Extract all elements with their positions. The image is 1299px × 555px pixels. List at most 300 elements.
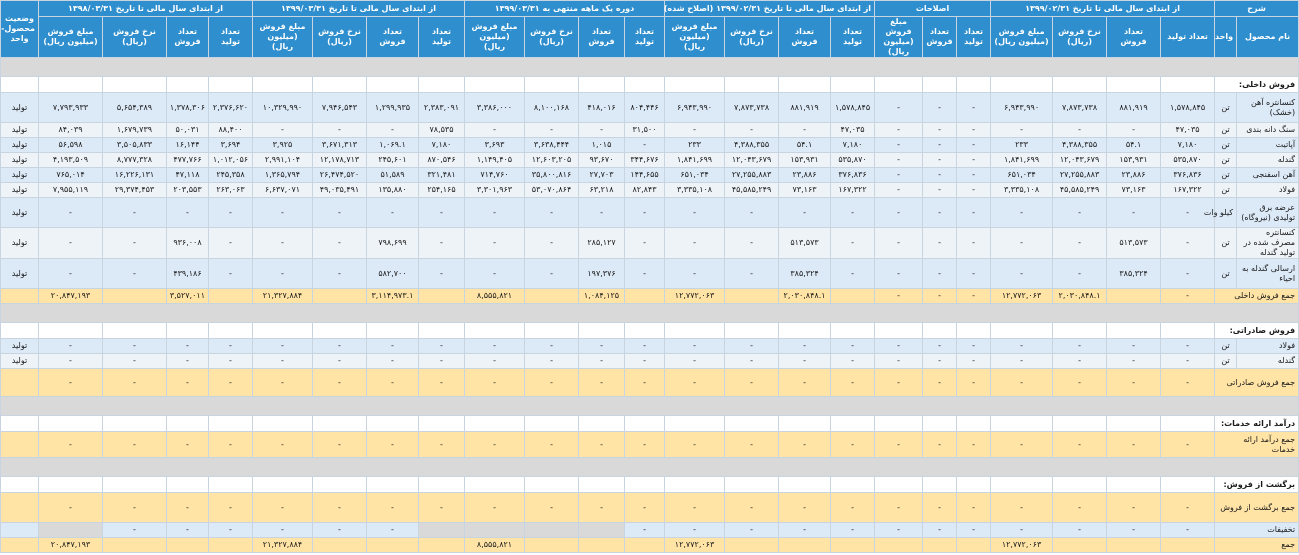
table-row [1, 93, 1299, 123]
empty-cell [1161, 477, 1215, 493]
column-header-19: نرخ فروش (ریال) [313, 17, 367, 58]
column-header-0: نام محصول [1237, 17, 1299, 58]
value-cell: ۶۵۱,۰۳۴ [665, 168, 725, 183]
total-cell: - [313, 493, 367, 523]
value-cell: - [957, 153, 991, 168]
value-cell: - [665, 523, 725, 538]
value-cell: ۶۳,۲۱۸ [579, 183, 625, 198]
section-returns-label: برگشت از فروش: [1215, 477, 1299, 493]
table-row [1, 168, 1299, 183]
total-row-returns-label: جمع برگشت از فروش [1215, 493, 1299, 523]
value-cell: - [103, 198, 167, 228]
value-cell: - [167, 339, 209, 354]
section-export [1, 323, 1299, 339]
value-cell: - [957, 138, 991, 153]
empty-cell [1053, 77, 1107, 93]
empty-cell [103, 323, 167, 339]
section-band [1, 397, 1299, 416]
column-header-10: تعداد فروش [779, 17, 831, 58]
value-cell: ۲۶۳,۰۶۳ [209, 183, 253, 198]
value-cell: - [367, 123, 419, 138]
value-cell: - [875, 259, 923, 289]
grand-total-cell [367, 538, 419, 553]
total-cell: - [625, 432, 665, 458]
total-cell: - [465, 369, 525, 397]
total-cell: - [1161, 289, 1215, 304]
value-cell: - [525, 198, 579, 228]
value-cell: ۵۴.۱ [779, 138, 831, 153]
value-cell: ۷,۱۸۰ [831, 138, 875, 153]
total-cell [209, 289, 253, 304]
total-cell: - [39, 432, 103, 458]
value-cell: ۴۱۸,۰۱۶ [579, 93, 625, 123]
value-cell: - [625, 259, 665, 289]
value-cell: ۱,۵۷۸,۸۴۵ [831, 93, 875, 123]
status-cell: تولید [1, 123, 39, 138]
total-row-services-label: جمع درآمد ارائه خدمات [1215, 432, 1299, 458]
total-cell: - [209, 432, 253, 458]
total-cell: - [167, 369, 209, 397]
total-cell: - [1107, 432, 1161, 458]
value-cell: - [991, 228, 1053, 259]
total-cell: - [209, 493, 253, 523]
band-cell [1, 458, 1299, 477]
column-header-3: تعداد فروش [1107, 17, 1161, 58]
value-cell: - [419, 259, 465, 289]
total-cell [625, 289, 665, 304]
total-cell: ۱,۰۸۴,۱۲۵ [579, 289, 625, 304]
value-cell: - [957, 123, 991, 138]
table-row [1, 228, 1299, 259]
value-cell: - [665, 123, 725, 138]
value-cell: - [957, 168, 991, 183]
product-name: فولاد [1237, 339, 1299, 354]
value-cell: ۳۸۵,۳۲۴ [779, 259, 831, 289]
total-cell: ۲۰,۸۴۷,۱۹۳ [39, 289, 103, 304]
empty-cell [875, 416, 923, 432]
total-cell: - [779, 432, 831, 458]
value-cell: ۴۷,۰۳۵ [1161, 123, 1215, 138]
product-name: عرضه برق تولیدی (نیروگاه) [1237, 198, 1299, 228]
value-cell: ۱۶,۲۲۶,۱۳۱ [103, 168, 167, 183]
value-cell: ۱,۰۶۹.۱ [367, 138, 419, 153]
empty-cell [779, 323, 831, 339]
value-cell: ۳۷۶,۸۳۶ [1161, 168, 1215, 183]
value-cell: - [923, 198, 957, 228]
total-cell: - [103, 493, 167, 523]
total-cell: - [313, 369, 367, 397]
empty-cell [1107, 77, 1161, 93]
value-cell: - [253, 228, 313, 259]
section-services-label: درآمد ارائه خدمات: [1215, 416, 1299, 432]
value-cell: - [419, 339, 465, 354]
grand-total-cell [209, 538, 253, 553]
total-cell: - [1107, 369, 1161, 397]
band-cell [1, 304, 1299, 323]
table-row [1, 123, 1299, 138]
section-export-label: فروش صادراتی: [1215, 323, 1299, 339]
value-cell: - [957, 354, 991, 369]
total-cell [419, 289, 465, 304]
value-cell: - [419, 228, 465, 259]
product-name: سنگ دانه بندی [1237, 123, 1299, 138]
empty-cell [625, 416, 665, 432]
value-cell: ۵۰,۰۳۱ [167, 123, 209, 138]
value-cell: ۹۳,۶۷۰ [579, 153, 625, 168]
total-cell: - [579, 493, 625, 523]
empty-cell [525, 477, 579, 493]
header-row-columns [1, 17, 1299, 58]
value-cell: - [253, 523, 313, 538]
value-cell: - [1053, 523, 1107, 538]
grand-total-cell [167, 538, 209, 553]
value-cell: - [579, 354, 625, 369]
total-cell: - [779, 369, 831, 397]
value-cell: - [923, 523, 957, 538]
empty-cell [465, 323, 525, 339]
total-cell: - [39, 493, 103, 523]
empty-cell [465, 416, 525, 432]
total-cell [313, 289, 367, 304]
value-cell: ۴,۳۸۸,۳۵۵ [725, 138, 779, 153]
value-cell: - [957, 523, 991, 538]
empty-cell [957, 477, 991, 493]
total-cell: - [465, 493, 525, 523]
value-cell: - [831, 228, 875, 259]
empty-cell [1053, 477, 1107, 493]
empty-cell [39, 477, 103, 493]
value-cell: - [831, 259, 875, 289]
empty-cell [419, 477, 465, 493]
value-cell: - [725, 523, 779, 538]
value-cell: ۳,۶۷۱,۳۱۳ [313, 138, 367, 153]
empty-cell [1053, 416, 1107, 432]
empty-cell [209, 323, 253, 339]
empty-cell [579, 477, 625, 493]
status-cell: تولید [1, 168, 39, 183]
value-cell: - [39, 228, 103, 259]
value-cell: ۲۴۵,۶۰۱ [367, 153, 419, 168]
value-cell: - [253, 123, 313, 138]
value-cell: - [665, 259, 725, 289]
total-row-services [1, 432, 1299, 458]
value-cell: ۲۳,۸۸۶ [1107, 168, 1161, 183]
value-cell: - [875, 93, 923, 123]
empty-cell [367, 77, 419, 93]
empty-cell [625, 323, 665, 339]
grand-total-cell [313, 538, 367, 553]
value-cell: ۲۳,۸۸۶ [779, 168, 831, 183]
empty-cell [1107, 416, 1161, 432]
total-cell: - [1161, 432, 1215, 458]
value-cell: ۴۵,۵۸۵,۲۴۹ [1053, 183, 1107, 198]
header-month: دوره یک ماهه منتهی به ۱۳۹۹/۰۳/۳۱ [465, 1, 665, 17]
total-cell: - [923, 369, 957, 397]
total-cell [831, 289, 875, 304]
total-cell: - [1053, 493, 1107, 523]
total-cell: - [1161, 493, 1215, 523]
value-cell: ۱,۱۴۹,۴۰۵ [465, 153, 525, 168]
value-cell: - [665, 228, 725, 259]
empty-cell [1, 416, 39, 432]
value-cell: - [1161, 354, 1215, 369]
value-cell: - [209, 198, 253, 228]
total-cell: - [923, 432, 957, 458]
value-cell: ۱۶,۱۴۴ [167, 138, 209, 153]
empty-cell [209, 416, 253, 432]
value-cell: - [875, 183, 923, 198]
value-cell: - [419, 198, 465, 228]
value-cell: ۱۵۳,۹۳۱ [779, 153, 831, 168]
empty-cell [831, 477, 875, 493]
grand-total-cell [625, 538, 665, 553]
empty-cell [39, 323, 103, 339]
empty-cell [253, 477, 313, 493]
total-cell: - [875, 493, 923, 523]
value-cell: - [209, 228, 253, 259]
value-cell [39, 523, 103, 538]
value-cell: - [209, 339, 253, 354]
column-header-11: نرخ فروش (ریال) [725, 17, 779, 58]
column-header-16: مبلغ فروش (میلیون ریال) [465, 17, 525, 58]
value-cell: ۷,۷۹۳,۹۳۳ [39, 93, 103, 123]
unit-cell: تن [1215, 153, 1237, 168]
value-cell: - [923, 153, 957, 168]
total-cell: ۳,۱۱۴,۹۷۳.۱ [367, 289, 419, 304]
total-cell: - [923, 493, 957, 523]
empty-cell [665, 477, 725, 493]
empty-cell [313, 477, 367, 493]
empty-cell [465, 77, 525, 93]
column-header-7: تعداد فروش [923, 17, 957, 58]
value-cell: ۸۸۱,۹۱۹ [1107, 93, 1161, 123]
empty-cell [209, 477, 253, 493]
column-header-21: تعداد تولید [209, 17, 253, 58]
total-cell [725, 289, 779, 304]
empty-cell [167, 77, 209, 93]
value-cell: ۷,۱۸۰ [419, 138, 465, 153]
total-cell: - [831, 369, 875, 397]
empty-cell [167, 477, 209, 493]
value-cell: - [725, 339, 779, 354]
header-period-current: از ابتدای سال مالی تا تاریخ ۱۳۹۹/۰۳/۳۱ [253, 1, 465, 17]
total-cell: - [991, 432, 1053, 458]
section-domestic-label: فروش داخلی: [1215, 77, 1299, 93]
total-cell: - [579, 369, 625, 397]
total-cell: - [209, 369, 253, 397]
total-cell: - [831, 432, 875, 458]
empty-cell [1107, 323, 1161, 339]
value-cell: - [253, 339, 313, 354]
value-cell: ۳,۹۲۵ [253, 138, 313, 153]
empty-cell [313, 416, 367, 432]
empty-cell [465, 477, 525, 493]
value-cell: - [1053, 198, 1107, 228]
empty-cell [779, 477, 831, 493]
value-cell: - [1161, 198, 1215, 228]
value-cell: - [39, 339, 103, 354]
total-cell: - [313, 432, 367, 458]
grand-total-cell [1107, 538, 1161, 553]
value-cell: ۳,۵۰۵,۸۳۳ [103, 138, 167, 153]
value-cell: - [313, 339, 367, 354]
value-cell: ۵۱۳,۵۷۳ [1107, 228, 1161, 259]
total-cell [1107, 289, 1161, 304]
header-row-periods [1, 1, 1299, 17]
value-cell: - [875, 123, 923, 138]
total-cell: - [253, 432, 313, 458]
value-cell: ۱۴۴,۶۵۵ [625, 168, 665, 183]
table-row [1, 183, 1299, 198]
empty-cell [103, 77, 167, 93]
value-cell: - [991, 354, 1053, 369]
total-row-returns [1, 493, 1299, 523]
value-cell: - [1053, 339, 1107, 354]
empty-cell [1, 477, 39, 493]
status-cell: تولید [1, 259, 39, 289]
value-cell: ۲,۹۹۱,۱۰۴ [253, 153, 313, 168]
section-band [1, 58, 1299, 77]
export-row [1, 354, 1299, 369]
value-cell: ۸۸۱,۹۱۹ [779, 93, 831, 123]
value-cell: - [39, 259, 103, 289]
empty-cell [923, 477, 957, 493]
total-cell: - [725, 369, 779, 397]
value-cell: ۳,۳۳۵,۱۰۸ [665, 183, 725, 198]
empty-cell [1107, 477, 1161, 493]
total-cell: - [625, 493, 665, 523]
value-cell: - [831, 354, 875, 369]
total-cell: - [167, 493, 209, 523]
total-cell: - [875, 289, 923, 304]
value-cell: ۷۹۸,۶۹۹ [367, 228, 419, 259]
value-cell: - [1107, 523, 1161, 538]
column-header-15: نرخ فروش (ریال) [525, 17, 579, 58]
value-cell: - [167, 523, 209, 538]
status-cell: تولید [1, 93, 39, 123]
value-cell: - [1161, 228, 1215, 259]
value-cell: - [1053, 123, 1107, 138]
total-cell [525, 289, 579, 304]
column-header-1: واحد [1215, 17, 1237, 58]
value-cell: - [525, 123, 579, 138]
value-cell: - [1053, 259, 1107, 289]
total-cell: ۱۲,۷۷۲,۰۶۳ [665, 289, 725, 304]
value-cell: - [209, 523, 253, 538]
value-cell: - [1161, 339, 1215, 354]
empty-cell [525, 323, 579, 339]
total-cell: - [419, 432, 465, 458]
value-cell: - [923, 259, 957, 289]
value-cell: - [875, 228, 923, 259]
column-header-9: تعداد تولید [831, 17, 875, 58]
empty-cell [167, 416, 209, 432]
value-cell: - [465, 339, 525, 354]
column-header-14: تعداد فروش [579, 17, 625, 58]
grand-total-cell: ۲۱,۳۲۷,۸۸۴ [253, 538, 313, 553]
grand-total-cell: ۱۲,۷۷۲,۰۶۳ [665, 538, 725, 553]
value-cell: - [991, 339, 1053, 354]
total-cell: - [579, 432, 625, 458]
total-cell: - [419, 369, 465, 397]
empty-cell [665, 416, 725, 432]
empty-cell [39, 77, 103, 93]
value-cell: ۵۳,۰۷۰,۸۶۴ [525, 183, 579, 198]
header-period-1: از ابتدای سال مالی تا تاریخ ۱۳۹۹/۰۲/۳۱ [991, 1, 1215, 17]
export-row [1, 339, 1299, 354]
value-cell: ۱۰,۳۲۹,۹۹۰ [253, 93, 313, 123]
total-cell: - [875, 432, 923, 458]
value-cell: ۱۵۳,۹۳۱ [1107, 153, 1161, 168]
value-cell: - [923, 138, 957, 153]
empty-cell [367, 416, 419, 432]
value-cell: - [419, 354, 465, 369]
band-cell [1, 397, 1299, 416]
value-cell: ۸,۷۷۷,۳۲۸ [103, 153, 167, 168]
total-cell: - [875, 369, 923, 397]
column-header-12: مبلغ فروش (میلیون ریال) [665, 17, 725, 58]
empty-cell [923, 323, 957, 339]
value-cell: - [1161, 523, 1215, 538]
value-cell: ۲۳۳ [665, 138, 725, 153]
empty-cell [209, 77, 253, 93]
value-cell: - [831, 198, 875, 228]
total-cell: - [957, 432, 991, 458]
value-cell: ۱,۲۹۹,۹۳۵ [367, 93, 419, 123]
empty-cell [725, 477, 779, 493]
total-cell: ۲,۰۳۰,۸۴۸.۱ [1053, 289, 1107, 304]
total-cell: - [253, 369, 313, 397]
value-cell: - [103, 259, 167, 289]
value-cell: - [465, 123, 525, 138]
total-cell: - [253, 493, 313, 523]
value-cell: - [957, 183, 991, 198]
value-cell: - [39, 198, 103, 228]
header-period-prior: از ابتدای سال مالی تا تاریخ ۱۳۹۸/۰۳/۳۱ [39, 1, 253, 17]
grand-total-cell [957, 538, 991, 553]
value-cell: - [831, 523, 875, 538]
value-cell: - [923, 123, 957, 138]
column-header-23: نرخ فروش (ریال) [103, 17, 167, 58]
value-cell: ۴۷,۱۱۸ [167, 168, 209, 183]
value-cell: - [991, 123, 1053, 138]
value-cell: - [725, 259, 779, 289]
value-cell: - [465, 198, 525, 228]
value-cell: - [525, 339, 579, 354]
value-cell: ۲۸۵,۱۲۷ [579, 228, 625, 259]
value-cell: - [725, 198, 779, 228]
total-cell: - [725, 493, 779, 523]
value-cell: - [253, 198, 313, 228]
value-cell: - [103, 228, 167, 259]
grand-total-cell [831, 538, 875, 553]
value-cell: ۱۶۷,۳۲۲ [831, 183, 875, 198]
total-cell: - [625, 369, 665, 397]
value-cell [465, 523, 525, 538]
column-header-8: مبلغ فروش (میلیون ریال) [875, 17, 923, 58]
value-cell: - [1107, 354, 1161, 369]
value-cell: ۱,۶۷۹,۷۳۹ [103, 123, 167, 138]
total-cell: - [525, 493, 579, 523]
value-cell: - [875, 138, 923, 153]
value-cell: ۱,۳۷۸,۳۰۶ [167, 93, 209, 123]
empty-cell [579, 416, 625, 432]
grand-total-cell: ۱۲,۷۷۲,۰۶۳ [991, 538, 1053, 553]
grand-total-cell [875, 538, 923, 553]
section-band [1, 458, 1299, 477]
status-cell [1, 523, 39, 538]
empty-cell [419, 323, 465, 339]
